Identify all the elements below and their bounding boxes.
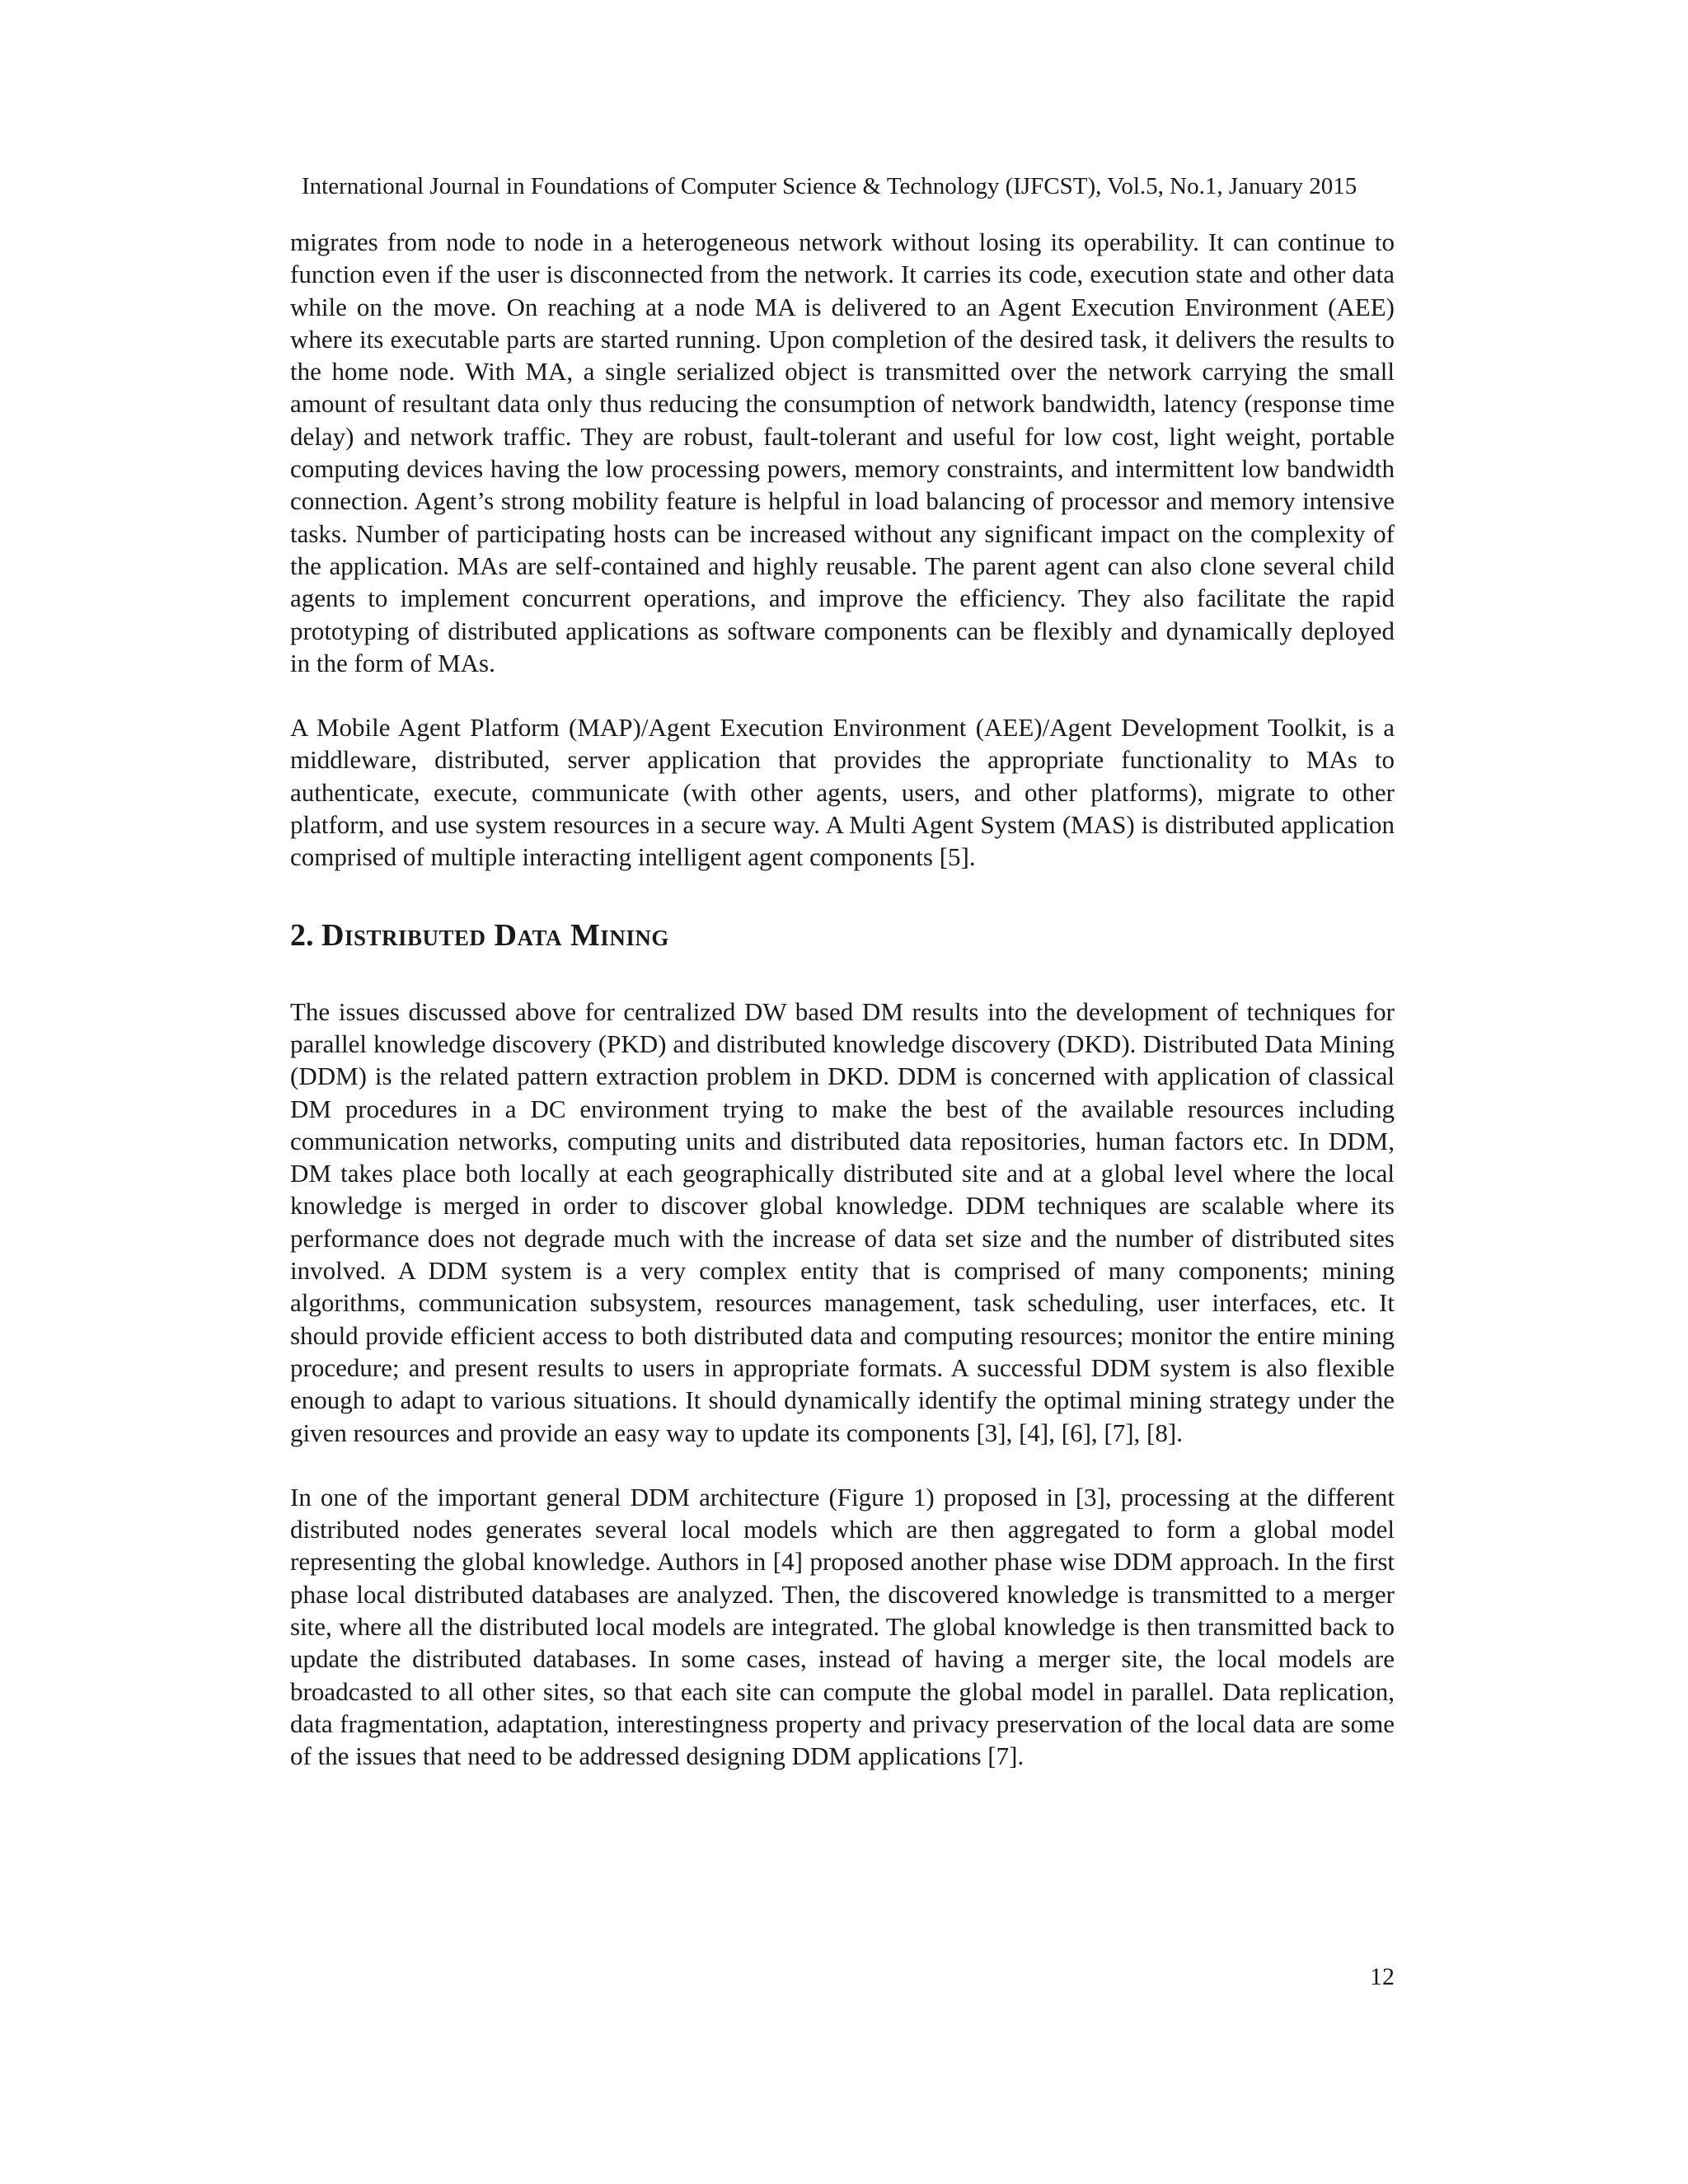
page-number: 12 [1370,1963,1395,1990]
section-title: Distributed Data Mining [321,917,669,953]
body-paragraph-2: A Mobile Agent Platform (MAP)/Agent Execution Environment (AEE)/Agent Development Toolkit, is a middleware, distributed, server application that provides the appropriate functionality to MAs to authenticate, execute, communicate (with other agents, users, and other platforms), migrate to other platform, and use system resources in a secure way. A Multi Agent System (MAS) is distributed application comprised of multiple interacting intelligent agent components [5]. [290,713,1395,872]
page-body [290,226,1395,1772]
body-paragraph-4: In one of the important general DDM architecture (Figure 1) proposed in [3], processing at the different distributed nodes generates several local models which are then aggregated to form a global model representing the global knowledge. Authors in [4] proposed another phase wise DDM approach. In the first phase local distributed databases are analyzed. Then, the discovered knowledge is transmitted to a merger site, where all the distributed local models are integrated. The global knowledge is then transmitted back to update the distributed databases. In some cases, instead of having a merger site, the local models are broadcasted to all other sites, so that each site can compute the global model in parallel. Data replication, data fragmentation, adaptation, interestingness property and privacy preservation of the local data are some of the issues that need to be addressed designing DDM applications [7]. [290,1482,1395,1771]
body-paragraph-1: migrates from node to node in a heterogeneous network without losing its operability. It can continue to function even if the user is disconnected from the network. It carries its code, execution state and other data while on the move. On reaching at a node MA is delivered to an Agent Execution Environment (AEE) where its executable parts are started running. Upon completion of the desired task, it delivers the results to the home node. With MA, a single serialized object is transmitted over the network carrying the small amount of resultant data only thus reducing the consumption of network bandwidth, latency (response time delay) and network traffic. They are robust, fault-tolerant and useful for low cost, light weight, portable computing devices having the low processing powers, memory constraints, and intermittent low bandwidth connection. Agent’s strong mobility feature is helpful in load balancing of processor and memory intensive tasks. Number of participating hosts can be increased without any significant impact on the complexity of the application. MAs are self-contained and highly reusable. The parent agent can also clone several child agents to implement concurrent operations, and improve the efficiency. They also facilitate the rapid prototyping of distributed applications as software components can be flexibly and dynamically deployed in the form of MAs. [290,227,1395,677]
section-number: 2. [290,917,314,953]
running-header: International Journal in Foundations of Computer Science & Technology (IJFCST), Vol.5, No.1, January 2015 [302,173,1357,199]
body-paragraph-3: The issues discussed above for centralized DW based DM results into the development of techniques for parallel knowledge discovery (PKD) and distributed knowledge discovery (DKD). Distributed Data Mining (DDM) is the related pattern extraction problem in DKD. DDM is concerned with application of classical DM procedures in a DC environment trying to make the best of the available resources including communication networks, computing units and distributed data repositories, human factors etc. In DDM, DM takes place both locally at each geographically distributed site and at a global level where the local knowledge is merged in order to discover global knowledge. DDM techniques are scalable where its performance does not degrade much with the increase of data set size and the number of distributed sites involved. A DDM system is a very complex entity that is comprised of many components; mining algorithms, communication subsystem, resources management, task scheduling, user interfaces, etc. It should provide efficient access to both distributed data and computing resources; monitor the entire mining procedure; and present results to users in appropriate formats. A successful DDM system is also flexible enough to adapt to various situations. It should dynamically identify the optimal mining strategy under the given resources and provide an easy way to update its components [3], [4], [6], [7], [8]. [290,996,1395,1447]
section-heading [290,916,1395,954]
